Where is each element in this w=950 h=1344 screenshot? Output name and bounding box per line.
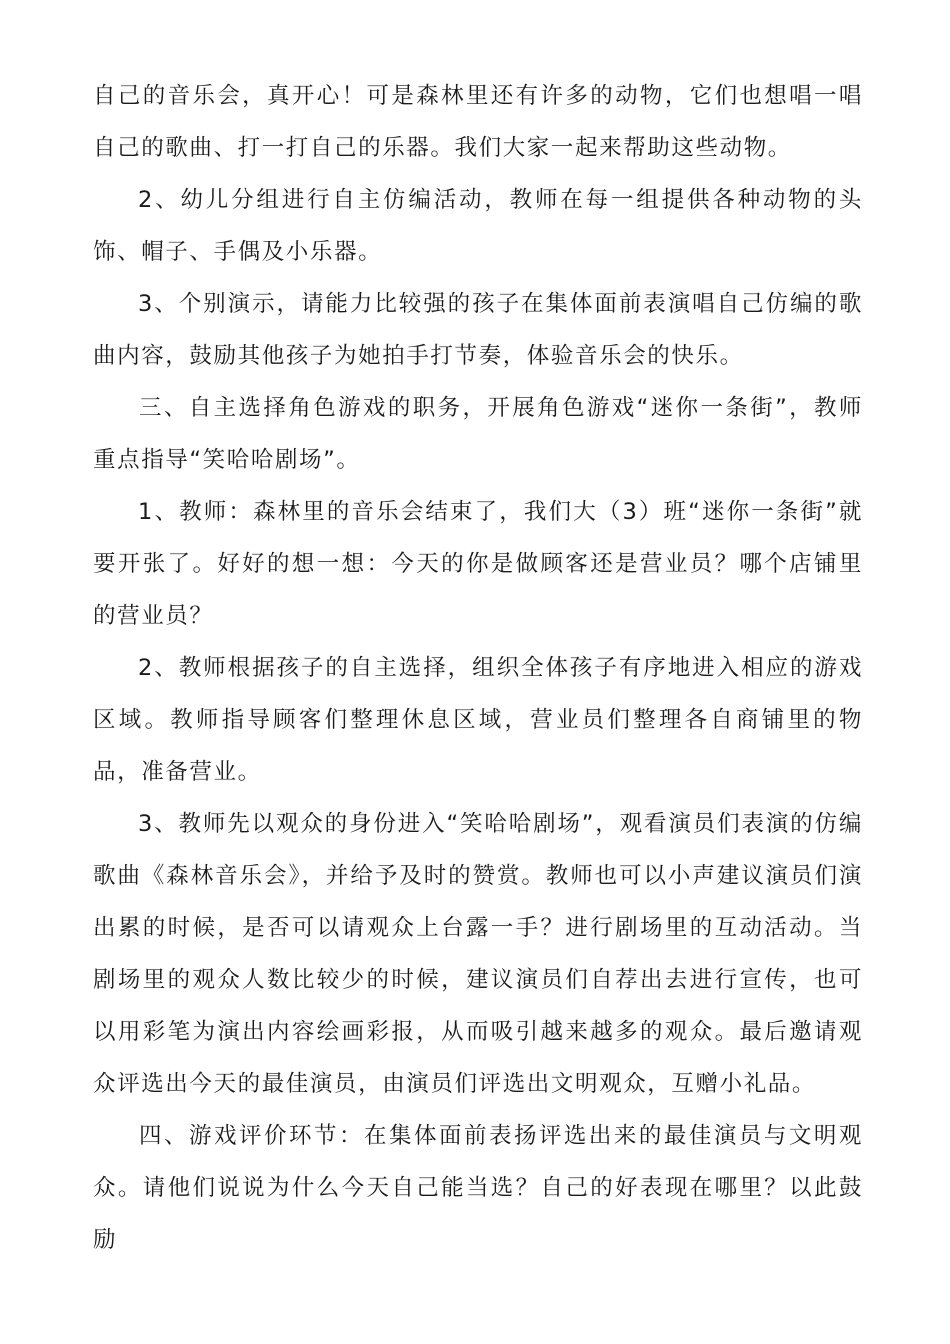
paragraph-step-3-demo: 3、个别演示，请能力比较强的孩子在集体面前表演唱自己仿编的歌曲内容，鼓励其他孩子为她拍手打节奏，体验音乐会的快乐。 [93, 291, 863, 369]
paragraph-step-2-grouping: 2、幼儿分组进行自主仿编活动，教师在每一组提供各种动物的头饰、帽子、手偶及小乐器。 [93, 187, 863, 265]
section-heading-3: 三、自主选择角色游戏的职务，开展角色游戏“迷你一条街”，教师重点指导“笑哈哈剧场”。 [93, 395, 863, 473]
paragraph-step-3-theater: 3、教师先以观众的身份进入“笑哈哈剧场”，观看演员们表演的仿编歌曲《森林音乐会》，并给予及时的赞赏。教师也可以小声建议演员们演出累的时候，是否可以请观众上台露一手？进行剧场里的互动活动。当剧场里的观众人数比较少的时候，建议演员们自荐出去进行宣传，也可以用彩笔为演出内容绘画彩报，从而吸引越来越多的观众。最后邀请观众评选出今天的最佳演员，由演员们评选出文明观众，互赠小礼品。 [93, 811, 863, 1097]
section-heading-4: 四、游戏评价环节：在集体面前表扬评选出来的最佳演员与文明观众。请他们说说为什么今天自己能当选？自己的好表现在哪里？以此鼓励 [93, 1123, 863, 1253]
document-page [93, 70, 863, 1266]
paragraph-step-1-teacher: 1、教师：森林里的音乐会结束了，我们大（3）班“迷你一条街”就要开张了。好好的想一想：今天的你是做顾客还是营业员？哪个店铺里的营业员？ [93, 499, 863, 629]
paragraph-continuation: 自己的音乐会，真开心！可是森林里还有许多的动物，它们也想唱一唱自己的歌曲、打一打自己的乐器。我们大家一起来帮助这些动物。 [93, 83, 863, 161]
paragraph-step-2-select: 2、教师根据孩子的自主选择，组织全体孩子有序地进入相应的游戏区域。教师指导顾客们整理休息区域，营业员们整理各自商铺里的物品，准备营业。 [93, 655, 863, 785]
